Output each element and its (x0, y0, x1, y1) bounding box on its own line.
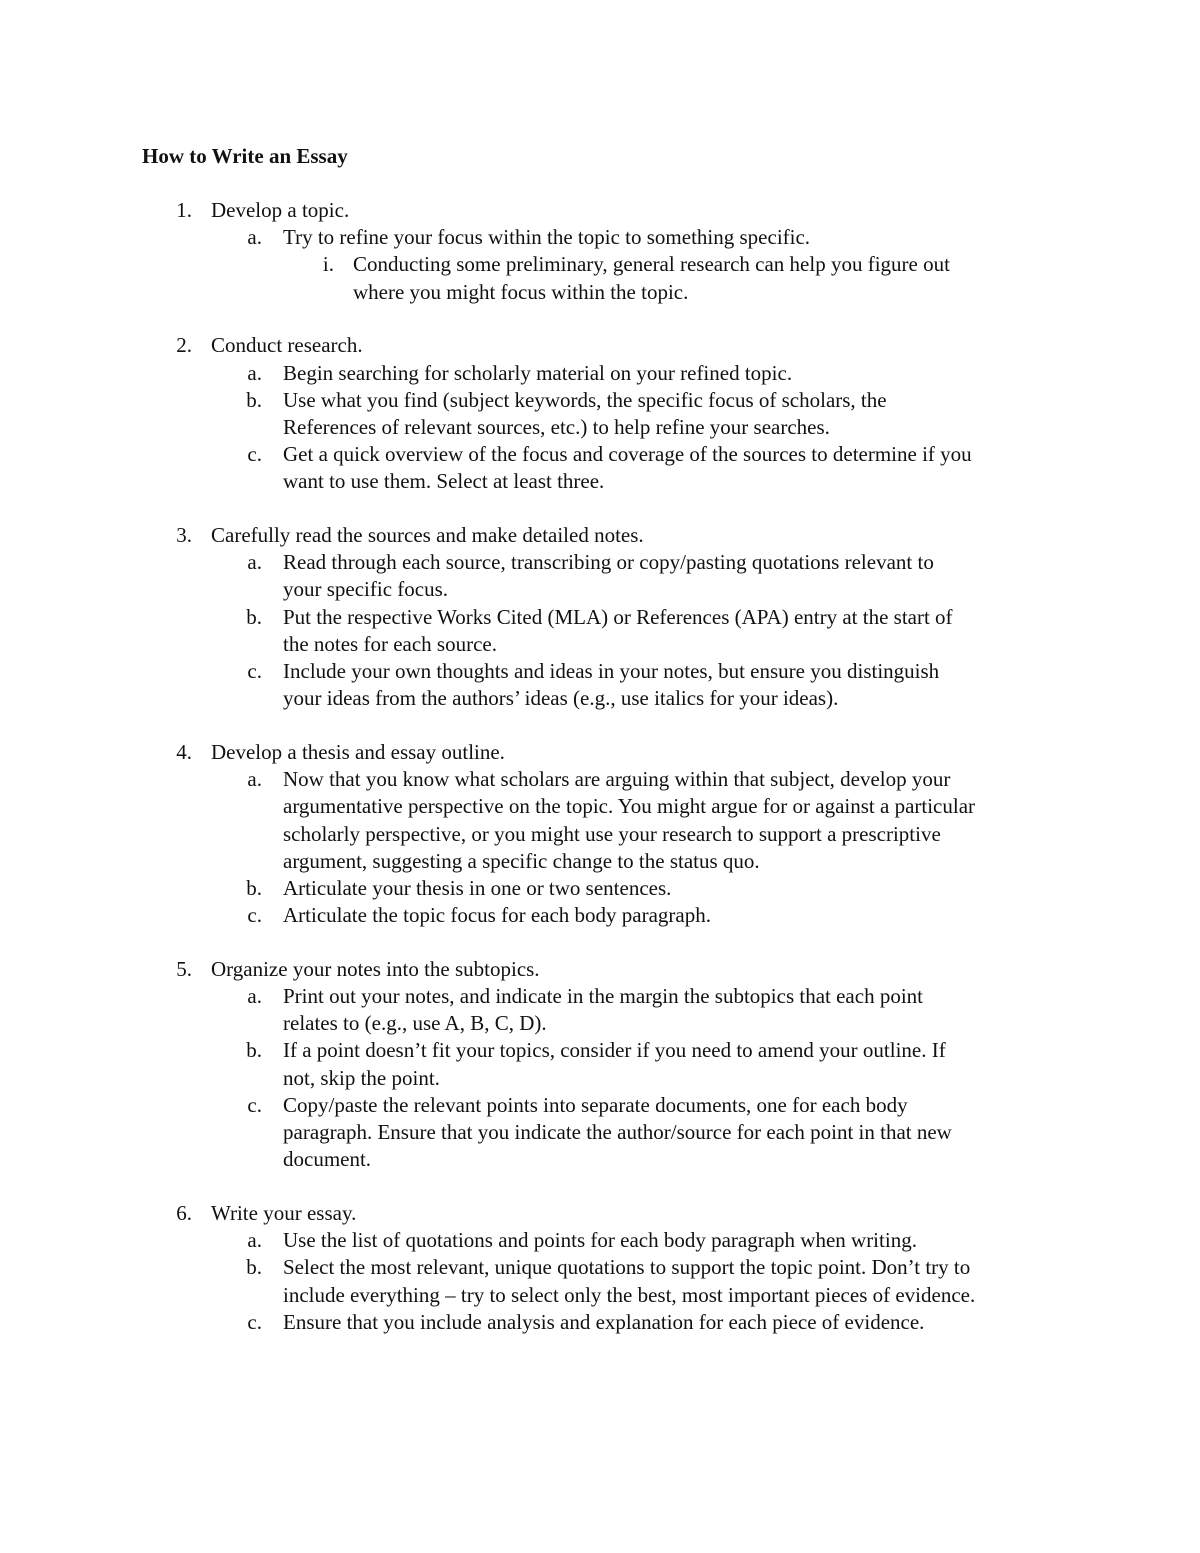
substep-text-line: your specific focus. (283, 577, 449, 602)
substep-text-line: argumentative perspective on the topic. You might argue for or against a particular (283, 794, 976, 819)
substep-text-line: Try to refine your focus within the topic to something specific. (283, 225, 811, 250)
subsubstep-marker: i. (322, 252, 334, 277)
substep-marker: a. (247, 550, 262, 575)
substep-text-line: the notes for each source. (283, 631, 497, 656)
step-heading: Develop a thesis and essay outline. (211, 739, 505, 764)
step-heading: Develop a topic. (211, 198, 350, 222)
substep-text-line: Include your own thoughts and ideas in your notes, but ensure you distinguish (283, 659, 940, 683)
substep-marker: c. (247, 659, 262, 683)
substep-text-line: If a point doesn’t fit your topics, consider if you need to amend your outline. If (283, 1038, 946, 1063)
substep-marker: a. (247, 984, 262, 1008)
substep-text-line: document. (283, 1147, 372, 1172)
substep-text-line: Print out your notes, and indicate in the margin the subtopics that each point (283, 984, 923, 1008)
substep-text-line: argument, suggesting a specific change to the status quo. (283, 848, 760, 873)
substep-text-line: Select the most relevant, unique quotations to support the topic point. Don’t try to (283, 1255, 971, 1280)
step-heading: Conduct research. (211, 333, 363, 358)
substep-marker: c. (247, 903, 262, 928)
substep-text-line: Put the respective Works Cited (MLA) or References (APA) entry at the start of (283, 604, 953, 629)
substep-text-line: want to use them. Select at least three. (283, 469, 605, 494)
step-heading: Organize your notes into the subtopics. (211, 956, 540, 981)
substep-marker: a. (247, 360, 262, 385)
step-number: 4. (176, 739, 192, 764)
step-number: 3. (176, 523, 192, 547)
substep-text-line: References of relevant sources, etc.) to help refine your searches. (283, 414, 830, 439)
substep-marker: c. (247, 442, 262, 467)
substep-marker: a. (247, 1228, 262, 1253)
step-number: 5. (176, 956, 192, 981)
substep-marker: a. (247, 767, 262, 792)
substep-marker: b. (246, 1255, 262, 1280)
substep-text-line: paragraph. Ensure that you indicate the author/source for each point in that new (283, 1120, 952, 1144)
substep-text-line: Articulate your thesis in one or two sentences. (283, 875, 672, 900)
subsubstep-text-line: where you might focus within the topic. (353, 279, 689, 304)
substep-text-line: Use what you find (subject keywords, the specific focus of scholars, the (283, 387, 887, 412)
substep-text-line: scholarly perspective, or you might use your research to support a prescriptive (283, 821, 941, 846)
substep-marker: c. (247, 1092, 262, 1117)
step-heading: Carefully read the sources and make detailed notes. (211, 523, 644, 547)
substep-marker: b. (246, 604, 262, 629)
document-title: How to Write an Essay (142, 144, 348, 168)
substep-text-line: Copy/paste the relevant points into separate documents, one for each body (283, 1092, 908, 1117)
substep-text-line: Ensure that you include analysis and explanation for each piece of evidence. (283, 1309, 925, 1334)
substep-text-line: include everything – try to select only the best, most important pieces of evidence. (283, 1282, 976, 1307)
substep-marker: c. (247, 1309, 262, 1334)
substep-text-line: your ideas from the authors’ ideas (e.g., use italics for your ideas). (283, 686, 839, 711)
substep-text-line: Articulate the topic focus for each body paragraph. (283, 903, 711, 928)
substep-marker: b. (246, 875, 262, 900)
substep-text-line: Read through each source, transcribing or copy/pasting quotations relevant to (283, 550, 934, 575)
substep-marker: b. (246, 387, 262, 412)
substep-text-line: Get a quick overview of the focus and coverage of the sources to determine if you (283, 442, 972, 467)
step-number: 1. (176, 198, 192, 222)
substep-text-line: Now that you know what scholars are arguing within that subject, develop your (283, 767, 951, 792)
substep-text-line: not, skip the point. (283, 1065, 440, 1090)
step-number: 2. (176, 333, 192, 358)
substep-text-line: Begin searching for scholarly material on your refined topic. (283, 360, 793, 385)
substep-marker: b. (246, 1038, 262, 1063)
step-number: 6. (176, 1200, 192, 1225)
substep-text-line: relates to (e.g., use A, B, C, D). (283, 1011, 547, 1036)
subsubstep-text-line: Conducting some preliminary, general research can help you figure out (353, 252, 950, 277)
substep-marker: a. (247, 225, 262, 250)
substep-text-line: Use the list of quotations and points for each body paragraph when writing. (283, 1228, 917, 1253)
step-heading: Write your essay. (211, 1200, 357, 1225)
